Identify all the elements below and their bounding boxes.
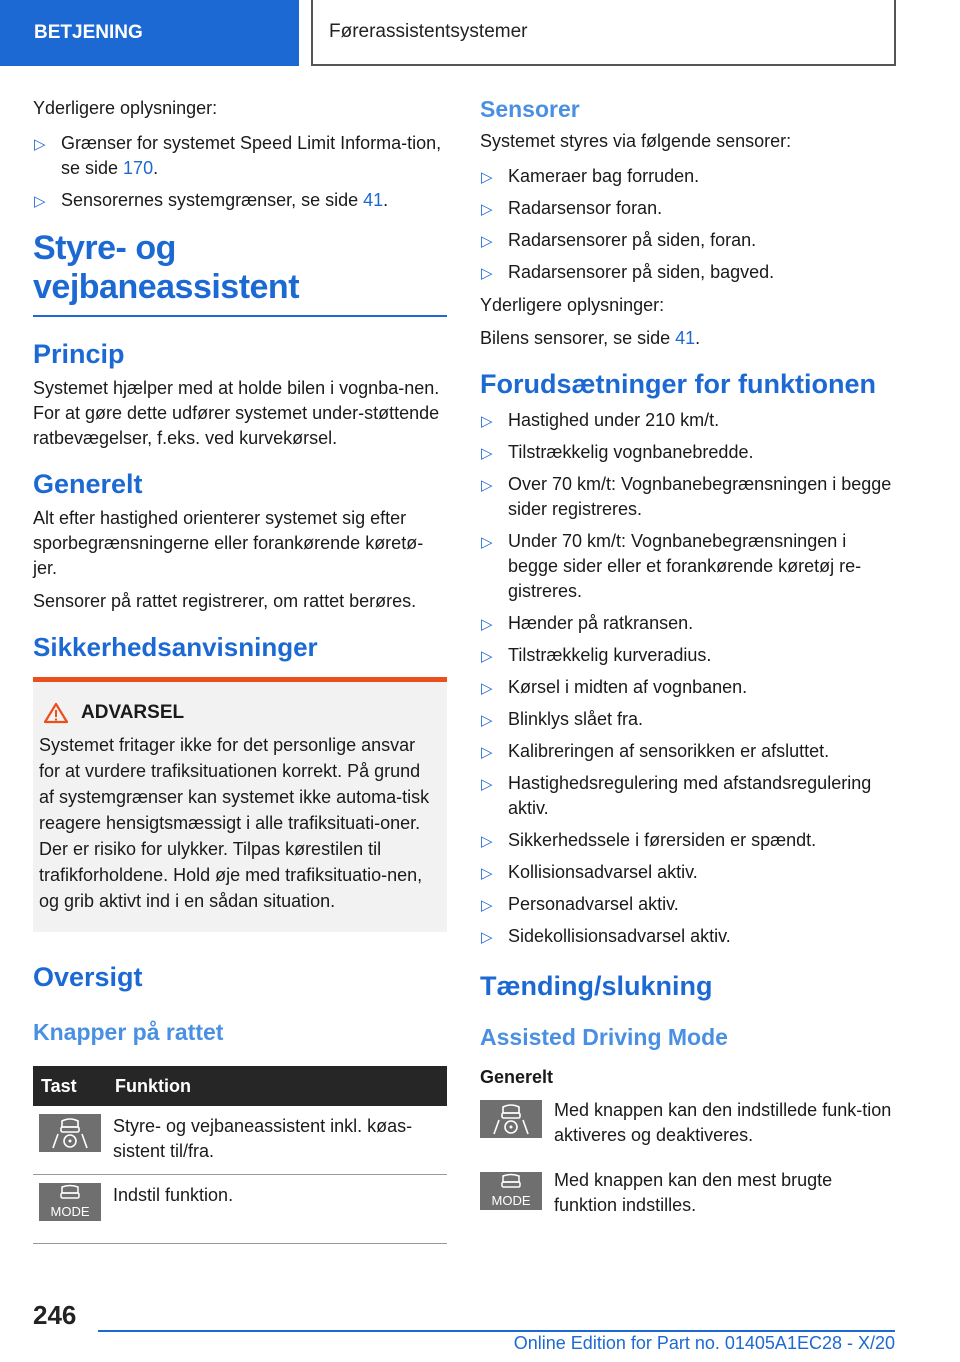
page-link[interactable]: 41 bbox=[363, 190, 384, 210]
list-item-text: Tilstrækkelig kurveradius. bbox=[508, 645, 712, 665]
list-item-end: . bbox=[383, 190, 389, 210]
adm-row-text: Med knappen kan den indstillede funk-tion aktiveres og deaktiveres. bbox=[554, 1100, 892, 1145]
warning-triangle-icon bbox=[43, 702, 69, 724]
list-item bbox=[480, 472, 900, 522]
mode-icon bbox=[39, 1183, 101, 1221]
section-tab bbox=[0, 0, 299, 66]
list-item-text: Radarsensor foran. bbox=[508, 198, 663, 218]
buttons-table bbox=[33, 1066, 447, 1244]
list-item-end: . bbox=[153, 158, 159, 178]
triangle-bullet-icon: ▷ bbox=[481, 929, 493, 946]
warning-box bbox=[33, 677, 447, 932]
list-item-text: Radarsensorer på siden, foran. bbox=[508, 230, 757, 250]
list-item-text: Kameraer bag forruden. bbox=[508, 166, 700, 186]
table-cell-icon bbox=[33, 1106, 107, 1175]
triangle-bullet-icon: ▷ bbox=[481, 648, 493, 665]
triangle-bullet-icon: ▷ bbox=[481, 201, 493, 218]
princip-text: Systemet hjælper med at holde bilen i vognba-nen. For at gøre dette udfører systemet under-støttende ratbevægelser, f.eks. ved kurvekørsel. bbox=[33, 378, 440, 448]
triangle-bullet-icon: ▷ bbox=[481, 445, 493, 462]
oversigt-heading: Oversigt bbox=[33, 962, 143, 992]
generelt-text-1: Alt efter hastighed orienterer systemet sig efter sporbegrænsningerne eller forankørende køretø-jer. bbox=[33, 508, 424, 578]
steering-assist-icon bbox=[39, 1114, 101, 1152]
list-item-text: Kalibreringen af sensorikken er afsluttet. bbox=[508, 741, 830, 761]
list-item-text: Personadvarsel aktiv. bbox=[508, 894, 679, 914]
main-title: Styre- og vejbaneassistent bbox=[33, 229, 447, 317]
triangle-bullet-icon: ▷ bbox=[481, 744, 493, 761]
more-text: Bilens sensorer, se side bbox=[480, 328, 676, 348]
list-item-text: Kørsel i midten af vognbanen. bbox=[508, 677, 748, 697]
intro-list bbox=[33, 131, 447, 213]
right-column bbox=[480, 96, 900, 1238]
list-item bbox=[33, 188, 447, 213]
adm-row bbox=[480, 1168, 900, 1218]
sensorer-heading: Sensorer bbox=[480, 96, 580, 122]
table-row bbox=[33, 1175, 447, 1244]
mode-label: MODE bbox=[50, 1204, 90, 1219]
generelt-heading: Generelt bbox=[33, 469, 143, 499]
page-link[interactable]: 170 bbox=[123, 158, 154, 178]
more-label: Yderligere oplysninger: bbox=[480, 295, 665, 315]
list-item-text: Hastighedsregulering med afstandsregulering aktiv. bbox=[508, 773, 872, 818]
mode-label: MODE bbox=[491, 1193, 531, 1208]
forud-list bbox=[480, 408, 900, 949]
adm-subheading: Generelt bbox=[480, 1067, 554, 1087]
triangle-bullet-icon: ▷ bbox=[481, 233, 493, 250]
footer-divider bbox=[98, 1330, 895, 1332]
warning-label: ADVARSEL bbox=[81, 702, 185, 723]
triangle-bullet-icon: ▷ bbox=[481, 413, 493, 430]
triangle-bullet-icon: ▷ bbox=[481, 169, 493, 186]
sikkerhed-heading: Sikkerhedsanvisninger bbox=[33, 632, 318, 662]
list-item bbox=[480, 828, 900, 853]
list-item bbox=[480, 440, 900, 465]
footer-edition: Online Edition for Part no. 01405A1EC28 - X/20 bbox=[513, 1333, 895, 1353]
triangle-bullet-icon: ▷ bbox=[34, 136, 46, 153]
list-item-text: Tilstrækkelig vognbanebredde. bbox=[508, 442, 754, 462]
table-header-tast: Tast bbox=[33, 1066, 107, 1106]
list-item-text: Blinklys slået fra. bbox=[508, 709, 644, 729]
triangle-bullet-icon: ▷ bbox=[481, 897, 493, 914]
table-row bbox=[33, 1106, 447, 1175]
list-item bbox=[480, 643, 900, 668]
list-item-text: Radarsensorer på siden, bagved. bbox=[508, 262, 775, 282]
triangle-bullet-icon: ▷ bbox=[34, 193, 46, 210]
triangle-bullet-icon: ▷ bbox=[481, 712, 493, 729]
list-item bbox=[33, 131, 447, 181]
list-item-text: Over 70 km/t: Vognbanebegrænsningen i begge sider registreres. bbox=[508, 474, 892, 519]
triangle-bullet-icon: ▷ bbox=[481, 833, 493, 850]
chapter-tab bbox=[311, 0, 896, 66]
list-item-text: Under 70 km/t: Vognbanebegrænsningen i begge sider eller et forankørende køretøj re-gistreres. bbox=[508, 531, 862, 601]
generelt-text-2: Sensorer på rattet registrerer, om rattet berøres. bbox=[33, 591, 417, 611]
more-text-line bbox=[480, 326, 900, 351]
princip-heading: Princip bbox=[33, 339, 125, 369]
list-item bbox=[480, 924, 900, 949]
list-item bbox=[480, 739, 900, 764]
list-item bbox=[480, 611, 900, 636]
list-item bbox=[480, 164, 900, 189]
mode-icon bbox=[480, 1172, 542, 1210]
list-item-text: Grænser for systemet Speed Limit Informa-tion, se side bbox=[61, 133, 442, 178]
table-header-funktion: Funktion bbox=[107, 1066, 447, 1106]
list-item bbox=[480, 196, 900, 221]
list-item bbox=[480, 529, 900, 604]
triangle-bullet-icon: ▷ bbox=[481, 477, 493, 494]
table-cell-icon bbox=[33, 1175, 107, 1244]
page-number: 246 bbox=[33, 1300, 77, 1330]
adm-row-text: Med knappen kan den mest brugte funktion indstilles. bbox=[554, 1170, 833, 1215]
table-cell-text: Indstil funktion. bbox=[107, 1175, 447, 1244]
left-column bbox=[33, 96, 447, 1244]
list-item-text: Sikkerhedssele i førersiden er spændt. bbox=[508, 830, 817, 850]
triangle-bullet-icon: ▷ bbox=[481, 776, 493, 793]
taending-heading: Tænding/slukning bbox=[480, 971, 713, 1001]
list-item bbox=[480, 707, 900, 732]
triangle-bullet-icon: ▷ bbox=[481, 616, 493, 633]
sensorer-intro: Systemet styres via følgende sensorer: bbox=[480, 131, 792, 151]
triangle-bullet-icon: ▷ bbox=[481, 534, 493, 551]
list-item bbox=[480, 860, 900, 885]
list-item-text: Hastighed under 210 km/t. bbox=[508, 410, 720, 430]
triangle-bullet-icon: ▷ bbox=[481, 265, 493, 282]
adm-row bbox=[480, 1098, 900, 1148]
list-item bbox=[480, 260, 900, 285]
triangle-bullet-icon: ▷ bbox=[481, 865, 493, 882]
list-item bbox=[480, 228, 900, 253]
page-link[interactable]: 41 bbox=[675, 328, 696, 348]
list-item bbox=[480, 892, 900, 917]
knapper-heading: Knapper på rattet bbox=[33, 1019, 224, 1045]
warning-text: Systemet fritager ikke for det personlige ansvar for at vurdere trafiksituationen korrekt. På grund af systemgrænser kan systemet ikke automa-tisk reagere hensigtsmæssigt i alle trafiksituati-oner. Der er risiko for ulykker. Tilpas kørestilen til trafikforholdene. Hold øje med trafiksituatio-nen, og grib aktivt ind i en sådan situation. bbox=[39, 735, 430, 911]
forud-heading: Forudsætninger for funktionen bbox=[480, 369, 876, 399]
intro-label: Yderligere oplysninger: bbox=[33, 98, 218, 118]
warning-title bbox=[39, 702, 439, 724]
section-label: BETJENING bbox=[34, 22, 143, 43]
list-item-text: Hænder på ratkransen. bbox=[508, 613, 694, 633]
steering-assist-icon bbox=[480, 1100, 542, 1138]
table-cell-text: Styre- og vejbaneassistent inkl. køas-sistent til/fra. bbox=[107, 1106, 447, 1175]
more-end: . bbox=[695, 328, 701, 348]
list-item bbox=[480, 771, 900, 821]
triangle-bullet-icon: ▷ bbox=[481, 680, 493, 697]
list-item bbox=[480, 408, 900, 433]
chapter-label: Førerassistentsystemer bbox=[329, 21, 528, 42]
adm-heading: Assisted Driving Mode bbox=[480, 1024, 728, 1050]
table-header-row bbox=[33, 1066, 447, 1106]
list-item bbox=[480, 675, 900, 700]
list-item-text: Kollisionsadvarsel aktiv. bbox=[508, 862, 698, 882]
sensorer-list bbox=[480, 164, 900, 285]
list-item-text: Sensorernes systemgrænser, se side bbox=[61, 190, 364, 210]
list-item-text: Sidekollisionsadvarsel aktiv. bbox=[508, 926, 731, 946]
